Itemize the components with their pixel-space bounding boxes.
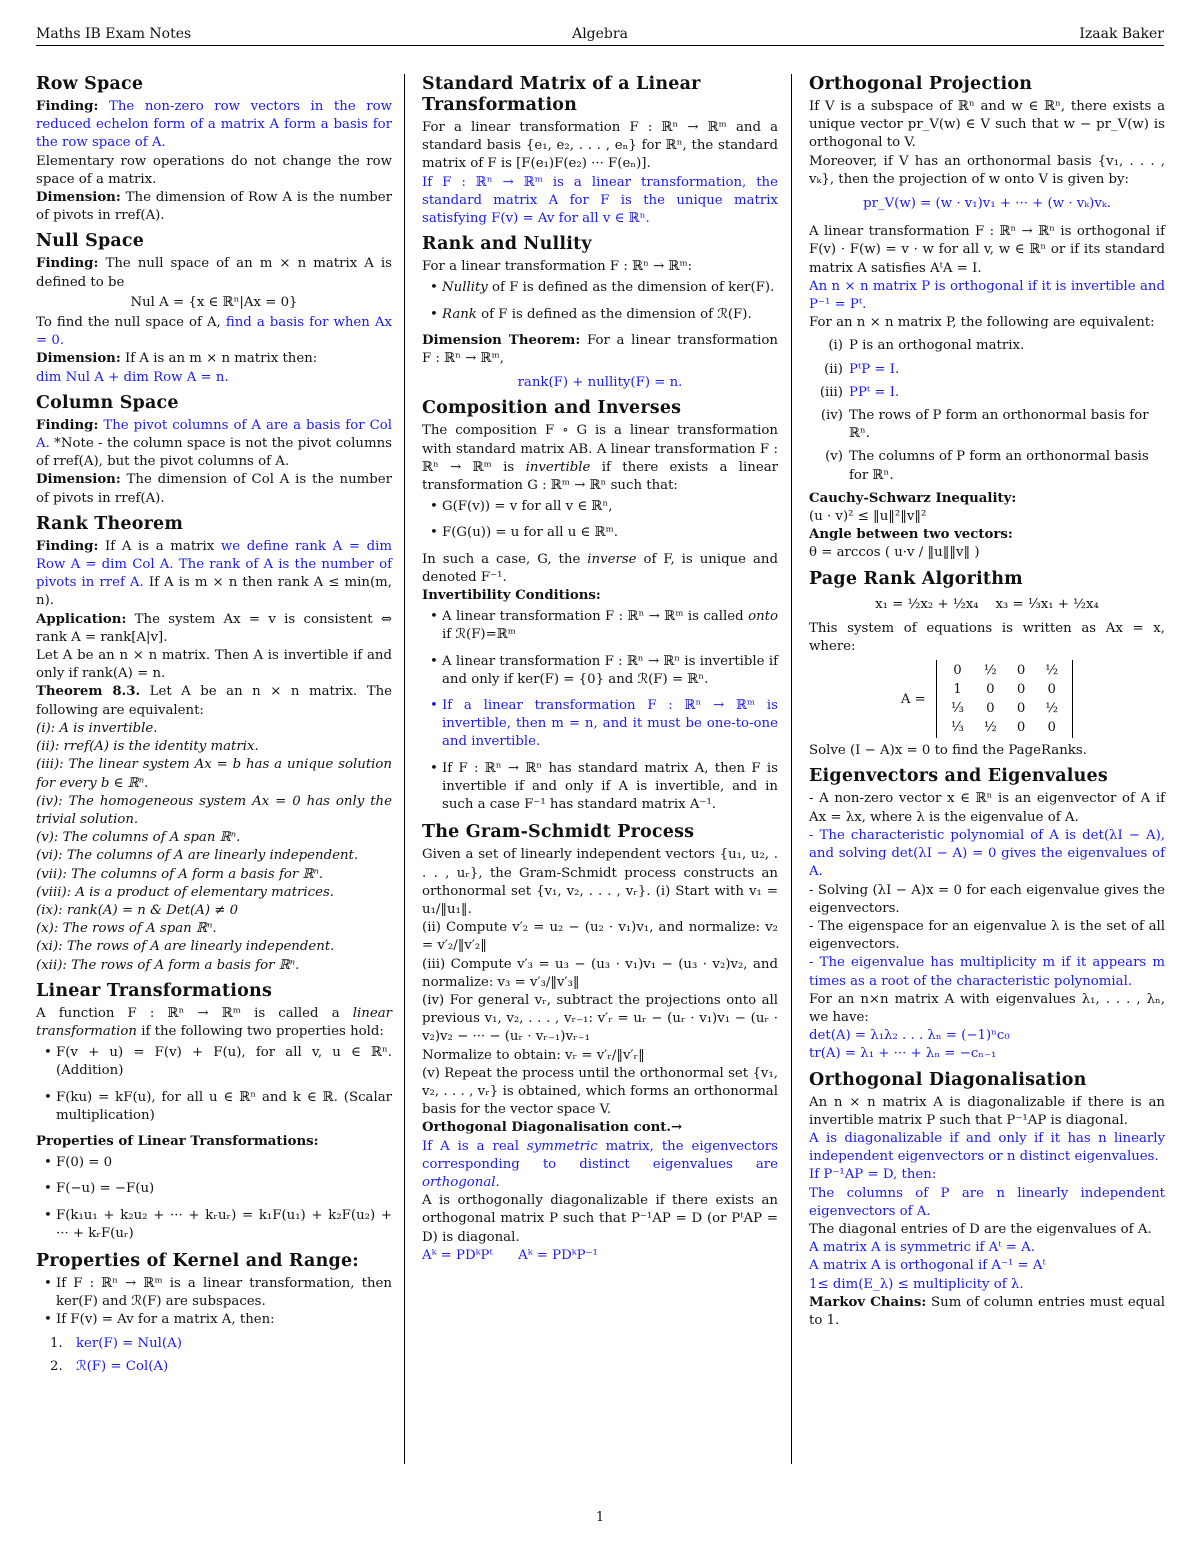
properties-label: Properties of Linear Transformations: [36,1133,319,1149]
kernel-range-sublist [36,1335,392,1376]
dimension-theorem: Dimension Theorem: For a linear transformation F : ℝⁿ → ℝᵐ, [422,332,778,367]
null-space-dimension: Dimension: If A is an m × n matrix then: [36,351,318,367]
orth-diag-blue: The columns of P are n linearly independent eigenvectors of A. [809,1185,1165,1219]
invertibility-label: Invertibility Conditions: [422,588,601,604]
theorem-item: (ii): rref(A) is the identity matrix. [36,739,259,755]
section-title-null-space: Null Space [36,231,145,252]
header-course: Maths IB Exam Notes [36,26,192,42]
gram-schmidt-intro: Given a set of linearly independent vectors {u₁, u₂, . . . , uᵣ}, the Gram-Schmidt process constructs an orthonormal set {v₁, v₂, . . . , vᵣ}. (i) Start with v₁ = u₁/‖u₁‖. [422,847,778,917]
theorem-8-3: Theorem 8.3. Let A be an n × n matrix. The following are equivalent: [36,684,392,718]
theorem-items [36,720,392,975]
orth-proj-text1: If V is a subspace of ℝⁿ and w ∈ ℝⁿ, there exists a unique vector pr_V(w) ∈ V such that w − pr_V(w) is orthogonal to V. [809,99,1165,151]
orth-diag-blue: A matrix A is symmetric if Aᵗ = A. [809,1240,1035,1256]
rank-nullity-list [422,279,778,323]
header-topic: Algebra [572,26,628,42]
angle-formula: θ = arccos ( u·v / ‖u‖‖v‖ ) [809,545,980,561]
null-space-finding: Finding: The null space of an m × n matrix A is defined to be [36,256,392,290]
matrix-row: ⅓ 0 0 ½ [951,701,1059,717]
list-item: 1. ker(F) = Nul(A) [50,1335,182,1351]
null-space-tofind: To find the null space of A, find a basis for when Ax = 0. [36,315,393,349]
list-item: • F(v + u) = F(v) + F(u), for all v, u ∈ ℝⁿ. (Addition) [56,1044,392,1080]
column-1 [36,74,392,1381]
orth-diag-text: The diagonal entries of D are the eigenvalues of A. [809,1221,1152,1237]
composition-after: In such a case, G, the inverse of F, is unique and denoted F⁻¹. [422,551,778,585]
orthogonal-diag-cont-label: Orthogonal Diagonalisation cont.→ [422,1120,683,1136]
section-title-composition: Composition and Inverses [422,398,682,419]
gram-schmidt-step: (iv) For general vᵣ, subtract the projections onto all previous v₁, v₂, . . . , vᵣ₋₁: v′ᵣ = uᵣ − (uᵣ · v₁)v₁ − (uᵣ · v₂)v₂ − ··· − (uᵣ · vᵣ₋₁)vᵣ₋₁ [422,992,778,1045]
section-title-orthogonal-projection: Orthogonal Projection [809,74,1033,94]
eigen-line: - Solving (λI − A)x = 0 for each eigenvalue gives the eigenvectors. [809,882,1165,916]
section-title-page-rank: Page Rank Algorithm [809,568,1023,589]
composition-list [422,498,778,542]
theorem-item: (viii): A is a product of elementary matrices. [36,884,335,900]
section-title-column-space: Column Space [36,392,179,413]
invertibility-list [422,608,778,814]
standard-matrix-text: For a linear transformation F : ℝⁿ → ℝᵐ and a standard basis {e₁, e₂, . . . , eₙ} for ℝⁿ, the standard matrix of F is [F(e₁)F(e₂) ··· F(eₙ)]. [422,120,778,172]
rank-theorem-application: Application: The system Ax = v is consistent ⇔ rank A = rank[A|v]. [36,611,392,645]
orth-proj-text2: Moreover, if V has an orthonormal basis {v₁, . . . , vₖ}, then the projection of w onto V is given by: [809,153,1165,187]
list-item: (i) P is an orthogonal matrix. [828,338,1025,354]
orth-proj-text4: For an n × n matrix P, the following are equivalent: [809,315,1155,331]
orth-diag-blue: A matrix A is orthogonal if A⁻¹ = Aᵗ [809,1258,1046,1274]
eigen-det: det(A) = λ₁λ₂ . . . λₙ = (−1)ⁿc₀ [809,1028,1010,1044]
eigen-line: - A non-zero vector x ∈ ℝⁿ is an eigenvector of A if Ax = λx, where λ is the eigenvalue of A. [809,791,1165,825]
theorem-item: (vi): The columns of A are linearly independent. [36,848,359,864]
orth-diag-blue: 1≤ dim(E_λ) ≤ multiplicity of λ. [809,1276,1024,1292]
eigen-line: - The characteristic polynomial of A is det(λI − A), and solving det(λI − A) = 0 gives the eigenvalues of A. [809,827,1165,880]
section-title-gram-schmidt: The Gram-Schmidt Process [422,822,695,843]
angle-label: Angle between two vectors: [809,527,1013,543]
list-item: • A linear transformation F : ℝⁿ → ℝⁿ is invertible if and only if ker(F) = {0} and ℛ(F) = ℝⁿ. [442,653,778,689]
column-3 [809,74,1165,1330]
column-divider-2 [791,74,792,1464]
composition-text: The composition F ∘ G is a linear transformation with standard matrix AB. A linear transformation F : ℝⁿ → ℝᵐ is invertible if there exists a linear transformation G : ℝᵐ → ℝⁿ such that: [422,423,778,494]
section-title-linear-transformations: Linear Transformations [36,980,273,1001]
list-item: (ii) PᵗP = I. [824,361,900,377]
list-item: • F(ku) = kF(u), for all u ∈ ℝⁿ and k ∈ ℝ. (Scalar multiplication) [56,1089,392,1125]
page-rank-text: This system of equations is written as Ax = x, where: [809,620,1165,655]
rank-nullity-intro: For a linear transformation F : ℝⁿ → ℝᵐ: [422,259,693,275]
header-author: Izaak Baker [1079,26,1164,42]
list-item: • If a linear transformation F : ℝⁿ → ℝᵐ is invertible, then m = n, and it must be one-to-one and invertible. [442,697,778,752]
section-title-rank-nullity: Rank and Nullity [422,234,592,255]
section-title-eigen: Eigenvectors and Eigenvalues [809,766,1108,787]
orth-diag-blue: A is diagonalizable if and only if it has n linearly independent eigenvectors or n distinct eigenvalues. [809,1130,1165,1165]
gram-schmidt-step: (v) Repeat the process until the orthonormal set {v₁, v₂, . . . , vᵣ} is obtained, which forms an orthonormal basis for the vector space V. [422,1065,778,1118]
orthogonal-diag-symmetric: If A is a real symmetric matrix, the eigenvectors corresponding to distinct eigenvalues are orthogonal. [422,1138,778,1190]
section-title-standard-matrix: Standard Matrix of a Linear Transformation [422,74,701,115]
page-rank-solve: Solve (I − A)x = 0 to find the PageRanks. [809,743,1087,759]
list-item: • If F : ℝⁿ → ℝⁿ has standard matrix A, then F is invertible if and only if A is invertible, and in such a case F⁻¹ has standard matrix A⁻¹. [442,760,778,815]
matrix-row: ⅓ ½ 0 0 [951,720,1056,736]
dimension-theorem-formula: rank(F) + nullity(F) = n. [517,375,683,391]
standard-matrix-blue: If F : ℝⁿ → ℝᵐ is a linear transformation, the standard matrix A for F is the unique matrix satisfying F(v) = Av for all v ∈ ℝⁿ. [422,174,778,227]
list-item: • G(F(v)) = v for all v ∈ ℝⁿ, [442,498,778,516]
theorem-item: (x): The rows of A span ℝⁿ. [36,921,217,937]
gram-schmidt-step: (ii) Compute v′₂ = u₂ − (u₂ · v₁)v₁, and normalize: v₂ = v′₂/‖v′₂‖ [422,920,778,954]
orth-diag-blue: If P⁻¹AP = D, then: [809,1167,937,1183]
orth-diag-text: An n × n matrix A is diagonalizable if there is an invertible matrix P such that P⁻¹AP is diagonal. [809,1094,1165,1128]
page-header [36,24,1164,46]
list-item: (iv) The rows of P form an orthonormal basis for ℝⁿ. [820,408,1149,442]
linear-transformation-properties [36,1044,392,1125]
markov-chains: Markov Chains: Sum of column entries must equal to 1. [809,1294,1165,1328]
list-item: • Nullity of F is defined as the dimension of ker(F). [442,279,778,297]
list-item: • Rank of F is defined as the dimension of ℛ(F). [442,306,778,324]
list-item: • If F : ℝⁿ → ℝᵐ is a linear transformation, then ker(F) and ℛ(F) are subspaces. [56,1275,392,1311]
column-divider-1 [404,74,405,1464]
orth-proj-blue1: An n × n matrix P is orthogonal if it is invertible and P⁻¹ = Pᵗ. [809,278,1165,313]
matrix-row: 0 ½ 0 ½ [953,663,1059,679]
list-item: • If F(v) = Av for a matrix A, then: [56,1311,392,1329]
row-space-ops: Elementary row operations do not change the row space of a matrix. [36,153,392,187]
eigen-line: For an n×n matrix A with eigenvalues λ₁, . . . , λₙ, we have: [809,991,1165,1025]
list-item: • F(−u) = −F(u) [56,1180,392,1198]
theorem-item: (xi): The rows of A are linearly independent. [36,939,335,955]
list-item: • F(G(u)) = u for all u ∈ ℝᵐ. [442,524,778,542]
theorem-item: (iv): The homogeneous system Ax = 0 has only the trivial solution. [36,793,392,827]
orth-proj-text3: A linear transformation F : ℝⁿ → ℝⁿ is orthogonal if F(v) · F(w) = v · w for all v, w ∈ ℝⁿ or if its standard matrix A satisfies AᵗA = I. [809,224,1165,276]
eigen-line: - The eigenspace for an eigenvalue λ is the set of all eigenvectors. [809,918,1165,953]
null-space-formula: Nul A = {x ∈ ℝⁿ|Ax = 0} [130,294,298,310]
column-space-dimension: Dimension: The dimension of Col A is the number of pivots in rref(A). [36,472,392,506]
list-item: • F(k₁u₁ + k₂u₂ + ··· + kᵣuᵣ) = k₁F(u₁) + k₂F(u₂) + ··· + kᵣF(uᵣ) [56,1207,392,1243]
theorem-item: (xii): The rows of A form a basis for ℝⁿ. [36,957,300,973]
orthogonal-equivalences [809,337,1165,484]
rank-theorem-invertible: Let A be an n × n matrix. Then A is invertible if and only if rank(A) = n. [36,648,392,682]
properties-list [36,1154,392,1243]
list-item: (iii) PPᵗ = I. [819,384,900,400]
matrix-table [936,660,1073,738]
eigen-line: - The eigenvalue has multiplicity m if it appears m times as a root of the characteristic polynomial. [809,955,1165,989]
cauchy-schwarz-label: Cauchy-Schwarz Inequality: [809,490,1017,506]
list-item: (v) The columns of P form an orthonormal basis for ℝⁿ. [825,449,1149,483]
linear-transformation-intro: A function F : ℝⁿ → ℝᵐ is called a linear transformation if the following two properties hold: [36,1005,392,1039]
gram-schmidt-step: Normalize to obtain: vᵣ = v′ᵣ/‖v′ᵣ‖ [422,1047,645,1063]
orthogonal-diag-formula: Aᵏ = PDᵏPᵗ Aᵏ = PDᵏP⁻¹ [422,1247,598,1263]
null-space-dim-formula: dim Nul A + dim Row A = n. [36,369,229,385]
gram-schmidt-step: (iii) Compute v′₃ = u₃ − (u₃ · v₁)v₁ − (u₃ · v₂)v₂, and normalize: v₃ = v′₃/‖v′₃‖ [422,956,778,990]
rank-theorem-finding: Finding: If A is a matrix we define rank A = dim Row A = dim Col A. The rank of A is the number of pivots in rref A. If A is m × n then rank A ≤ min(m, n). [36,538,392,609]
list-item: • F(0) = 0 [56,1154,392,1172]
section-title-row-space: Row Space [36,74,144,94]
orthogonal-diag-text: A is orthogonally diagonalizable if there exists an orthogonal matrix P such that P⁻¹AP = D (or PᵗAP = D) is diagonal. [422,1193,778,1245]
row-space-dimension: Dimension: The dimension of Row A is the number of pivots in rref(A). [36,190,392,224]
eigen-trace: tr(A) = λ₁ + ··· + λₙ = −cₙ₋₁ [809,1046,997,1062]
section-title-rank-theorem: Rank Theorem [36,513,184,534]
matrix-row: 1 0 0 0 [953,682,1056,698]
theorem-item: (ix): rank(A) = n & Det(A) ≠ 0 [36,902,239,918]
theorem-item: (v): The columns of A span ℝⁿ. [36,830,241,846]
section-title-orthogonal-diagonalisation: Orthogonal Diagonalisation [809,1069,1087,1090]
row-space-finding: Finding: The non-zero row vectors in the row reduced echelon form of a matrix A form a basis for the row space of A. [36,99,392,151]
page-rank-matrix: A = 0 ½ 0 ½ 1 0 0 0 ⅓ 0 0 ½ ⅓ ½ 0 0 [809,660,1165,738]
cauchy-schwarz-formula: (u · v)² ≤ ‖u‖²‖v‖² [809,509,927,525]
orth-proj-formula: pr_V(w) = (w · v₁)v₁ + ··· + (w · vₖ)vₖ. [863,196,1111,212]
page-rank-equations: x₁ = ½x₂ + ½x₄ x₃ = ⅓x₁ + ½x₄ [875,596,1099,612]
list-item: • A linear transformation F : ℝⁿ → ℝᵐ is called onto if ℛ(F)=ℝᵐ [442,608,778,644]
theorem-item: (iii): The linear system Ax = b has a unique solution for every b ∈ ℝⁿ. [36,757,392,791]
column-space-finding: Finding: The pivot columns of A are a basis for Col A. *Note - the column space is not the pivot columns of rref(A), but the pivot columns of A. [36,417,392,470]
column-2 [422,74,778,1265]
theorem-item: (i): A is invertible. [36,720,158,736]
theorem-item: (vii): The columns of A form a basis for ℝⁿ. [36,866,324,882]
page-number: 1 [595,1510,605,1525]
section-title-kernel-range: Properties of Kernel and Range: [36,1250,359,1271]
list-item: 2. ℛ(F) = Col(A) [50,1358,169,1374]
kernel-range-list [36,1275,392,1330]
